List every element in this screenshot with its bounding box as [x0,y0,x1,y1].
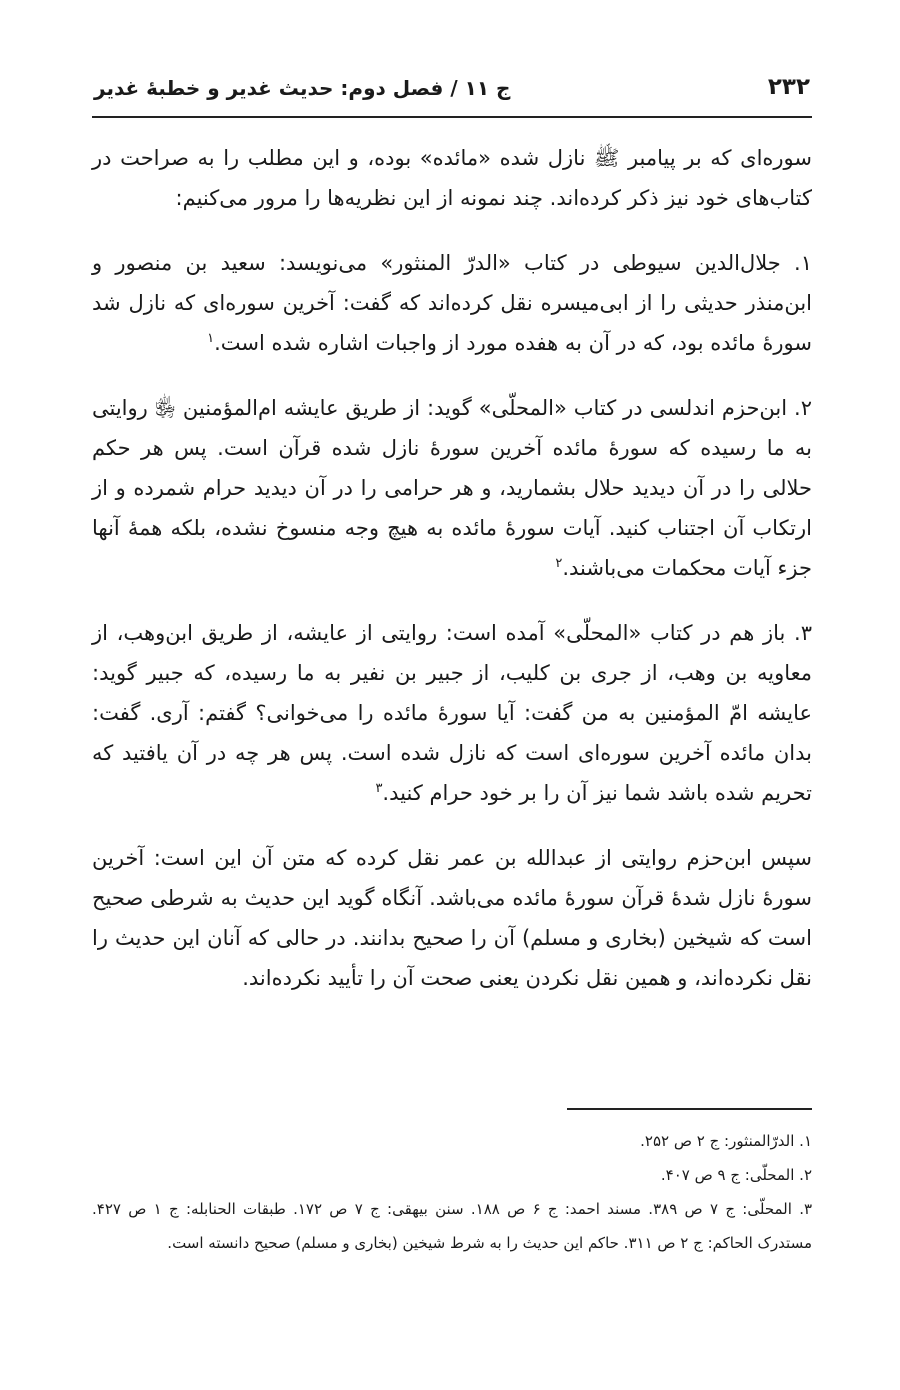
paragraph-text: سپس ابن‌حزم روایتی از عبدالله بن عمر نقل کرده که متن آن این است: آخرین سورهٔ نازل شدهٔ قرآن سورهٔ مائده می‌باشد. آنگاه گوید این حدیث به شرطی صحیح است که شیخین (بخاری و مسلم) آن را صحیح بدانند. در حالی که آنان این حدیث را نقل نکرده‌اند، و همین نقل نکردن یعنی صحت آن را تأیید نکرده‌اند. [92,846,812,990]
footnote-3: ۳. المحلّی: ج ۷ ص ۳۸۹. مسند احمد: ج ۶ ص ۱۸۸. سنن بیهقی: ج ۷ ص ۱۷۲. طبقات الحنابله: ج ۱ ص ۴۲۷. مستدرک الحاکم: ج ۲ ص ۳۱۱. حاکم این حدیث را به شرط شیخین (بخاری و مسلم) صحیح دانسته است. [92,1200,813,1252]
paragraph-text: سوره‌ای که بر پیامبر ﷺ نازل شده «مائده» بوده، و این مطلب را به صراحت در کتاب‌های خود نیز ذکر کرده‌اند. چند نمونه از این نظریه‌ها را مرور می‌کنیم: [92,146,812,210]
footnote-ref-1[interactable]: ۱ [207,331,215,346]
running-head [92,74,812,114]
header-title: ج ۱۱ / فصل دوم: حدیث غدیر و خطبهٔ غدیر [94,76,511,100]
footnote-separator [567,1108,812,1110]
footnotes [92,1124,812,1260]
footnote-2: ۲. المحلّی: ج ۹ ص ۴۰۷. [660,1166,812,1184]
book-page [92,0,812,1390]
paragraph-item-2 [92,388,812,588]
footnote-ref-2[interactable]: ۲ [555,556,563,571]
body-text [92,138,812,1023]
paragraph-text: ۲. ابن‌حزم اندلسی در کتاب «المحلّی» گوید: از طریق عایشه ام‌المؤمنین ﵂ روایتی به ما رسیده که سورهٔ مائده آخرین سورهٔ نازل شده قرآن است. پس هر حکم حلالی را در آن دیدید حلال بشمارید، و هر حرامی را در آن دیدید حرام شمرده و از ارتکاب آن اجتناب کنید. آیات سورهٔ مائده به هیچ وجه منسوخ نشده، بلکه همهٔ آنها جزء آیات محکمات می‌باشند. [92,396,812,580]
paragraph-item-3 [92,613,812,813]
footnote-1: ۱. الدرّالمنثور: ج ۲ ص ۲۵۲. [640,1132,812,1150]
paragraph-conclusion [92,838,812,998]
paragraph-intro [92,138,812,218]
page-number: ۲۳۲ [767,74,810,100]
paragraph-text: ۳. باز هم در کتاب «المحلّی» آمده است: روایتی از عایشه، از طریق ابن‌وهب، از معاویه بن وهب، از جری بن کلیب، از جبیر بن نفیر به ما رسیده، که جبیر گوید: عایشه امّ المؤمنین به من گفت: آیا سورهٔ مائده را می‌خوانی؟ گفتم: آری. گفت: بدان مائده آخرین سوره‌ای است که نازل شده است. پس هر چه در آن یافتید که تحریم شده باشد شما نیز آن را بر خود حرام کنید. [92,621,812,805]
paragraph-text: ۱. جلال‌الدین سیوطی در کتاب «الدرّ المنثور» می‌نویسد: سعید بن منصور و ابن‌منذر حدیثی را از ابی‌میسره نقل کرده‌اند که گفت: آخرین سوره‌ای که نازل شد سورهٔ مائده بود، که در آن به هفده مورد از واجبات اشاره شده است. [92,251,812,355]
footnote-ref-3[interactable]: ۳ [375,781,383,796]
header-rule [92,116,812,118]
paragraph-item-1 [92,243,812,363]
